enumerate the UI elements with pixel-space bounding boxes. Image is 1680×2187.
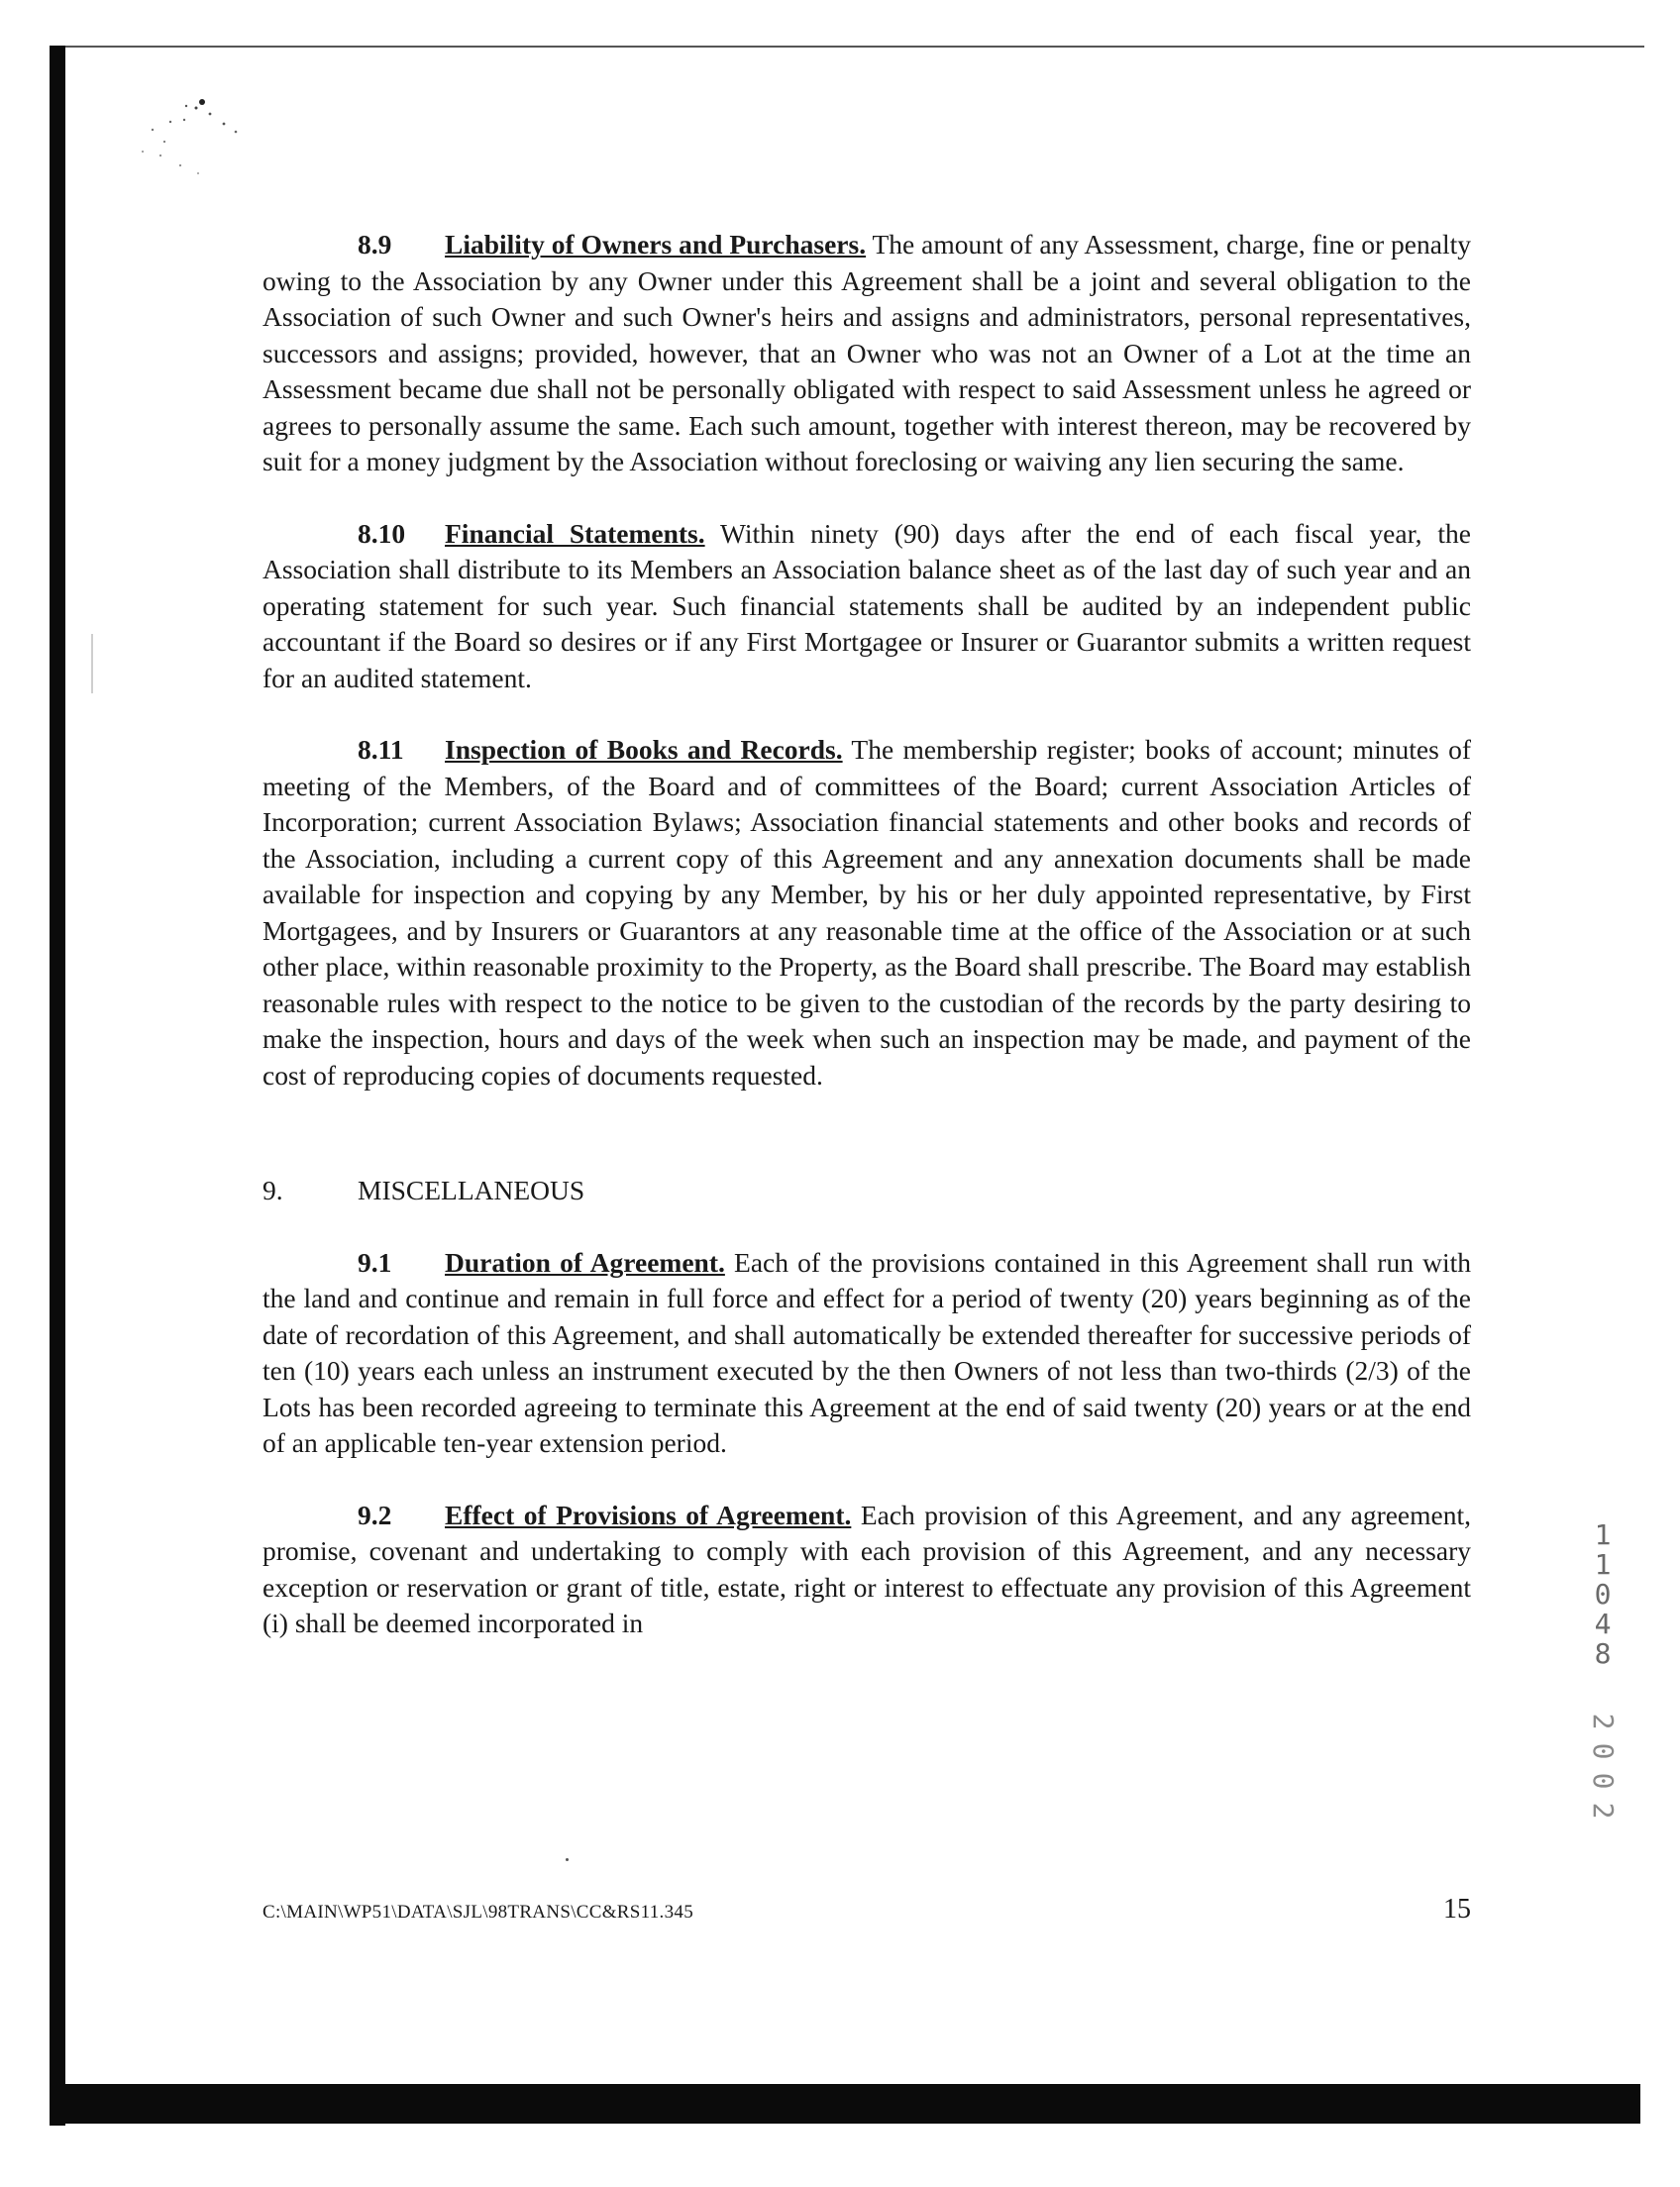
section-number: 8.11 — [358, 734, 404, 765]
section-number: 9.1 — [358, 1246, 392, 1278]
section-9-1 — [262, 1245, 1471, 1462]
stamp-digit: 0 — [1587, 1772, 1620, 1790]
scan-speckles — [139, 94, 317, 203]
stamp-digit: 8 — [1594, 1637, 1612, 1670]
stamp-digit: 2 — [1587, 1802, 1620, 1820]
section-9-heading — [262, 1173, 1471, 1209]
stamp-digit: 1 — [1594, 1548, 1612, 1581]
section-title: Liability of Owners and Purchasers. — [445, 229, 867, 260]
section-text: Each provision of this Agreement, and any agreement, promise, covenant and undertaking to comply with each provision of this Agreement, and any necessary exception or reservation or grant of title, estate, right or interest to effectuate any provision of this Agreement (i) shall be deemed incorporated in — [262, 1499, 1472, 1638]
section-8-10 — [262, 516, 1471, 697]
document-body — [262, 227, 1471, 1642]
section-title: Financial Statements. — [445, 517, 705, 549]
stamp-digit: 4 — [1594, 1608, 1612, 1640]
recording-stamp — [1585, 1520, 1621, 1825]
section-number: 8.9 — [358, 229, 392, 260]
page-number: 15 — [1443, 1894, 1471, 1925]
heading-number: 9. — [262, 1175, 283, 1205]
scan-dot — [566, 1858, 569, 1861]
file-path: C:\MAIN\WP51\DATA\SJL\98TRANS\CC&RS11.345 — [262, 1902, 693, 1923]
section-8-9 — [262, 227, 1471, 480]
section-title: Effect of Provisions of Agreement. — [445, 1499, 852, 1530]
section-number: 8.10 — [358, 517, 406, 549]
scan-left-border — [50, 46, 65, 2126]
stamp-digit: 0 — [1587, 1742, 1620, 1760]
heading-title: MISCELLANEOUS — [358, 1175, 585, 1205]
stamp-digit: 0 — [1594, 1578, 1612, 1611]
stamp-digit: 2 — [1587, 1713, 1620, 1730]
section-text: The membership register; books of account; minutes of meeting of the Members, of the Board and of committees of the Board; current Association Articles of Incorporation; current Association Bylaws; Association financial statements and other books and records of the Association, including a current copy of this Agreement and any annexation documents shall be made available for inspection and copying by any Member, by his or her duly appointed representative, by First Mortgagees, and by Insurers or Guarantors at any reasonable time at the office of the Association or at such other place, within reasonable proximity to the Property, as the Board shall prescribe. The Board may establish reasonable rules with respect to the notice to be given to the custodian of the records by the party desiring to make the inspection, hours and days of the week when such an inspection may be made, and payment of the cost of reproducing copies of documents requested. — [262, 734, 1471, 1091]
scan-top-edge — [59, 46, 1644, 48]
scan-artifact-mark — [91, 634, 93, 693]
stamp-digit: 1 — [1594, 1518, 1612, 1551]
section-title: Duration of Agreement. — [445, 1246, 725, 1278]
scan-bottom-border — [50, 2084, 1640, 2124]
section-text: The amount of any Assessment, charge, fine or penalty owing to the Association by any Owner under this Agreement shall be a joint and several obligation to the Association of such Owner and such Owner's heirs and assigns and administrators, personal representatives, successors and assigns; provided, however, that an Owner who was not an Owner of a Lot at the time an Assessment became due shall not be personally obligated with respect to said Assessment unless he agreed or agrees to personally assume the same. Each such amount, together with interest thereon, may be recovered by suit for a money judgment by the Association without foreclosing or waiving any lien securing the same. — [262, 229, 1471, 476]
section-title: Inspection of Books and Records. — [445, 734, 843, 765]
section-8-11 — [262, 732, 1471, 1094]
section-text: Each of the provisions contained in this Agreement shall run with the land and continue and remain in full force and effect for a period of twenty (20) years beginning as of the date of recordation of this Agreement, and shall automatically be extended thereafter for successive periods of ten (10) years each unless an instrument executed by the then Owners of not less than two-thirds (2/3) of the Lots has been recorded agreeing to terminate this Agreement at the end of said twenty (20) years or at the end of an applicable ten-year extension period. — [262, 1246, 1472, 1458]
section-9-2 — [262, 1498, 1471, 1642]
section-number: 9.2 — [358, 1499, 392, 1530]
page-footer — [262, 1894, 1471, 1926]
section-text: Within ninety (90) days after the end of each fiscal year, the Association shall distribute to its Members an Association balance sheet as of the last day of such year and an operating statement for such year. Such financial statements shall be audited by an independent public accountant if the Board so desires or if any First Mortgagee or Insurer or Guarantor submits a written request for an audited statement. — [262, 517, 1471, 693]
